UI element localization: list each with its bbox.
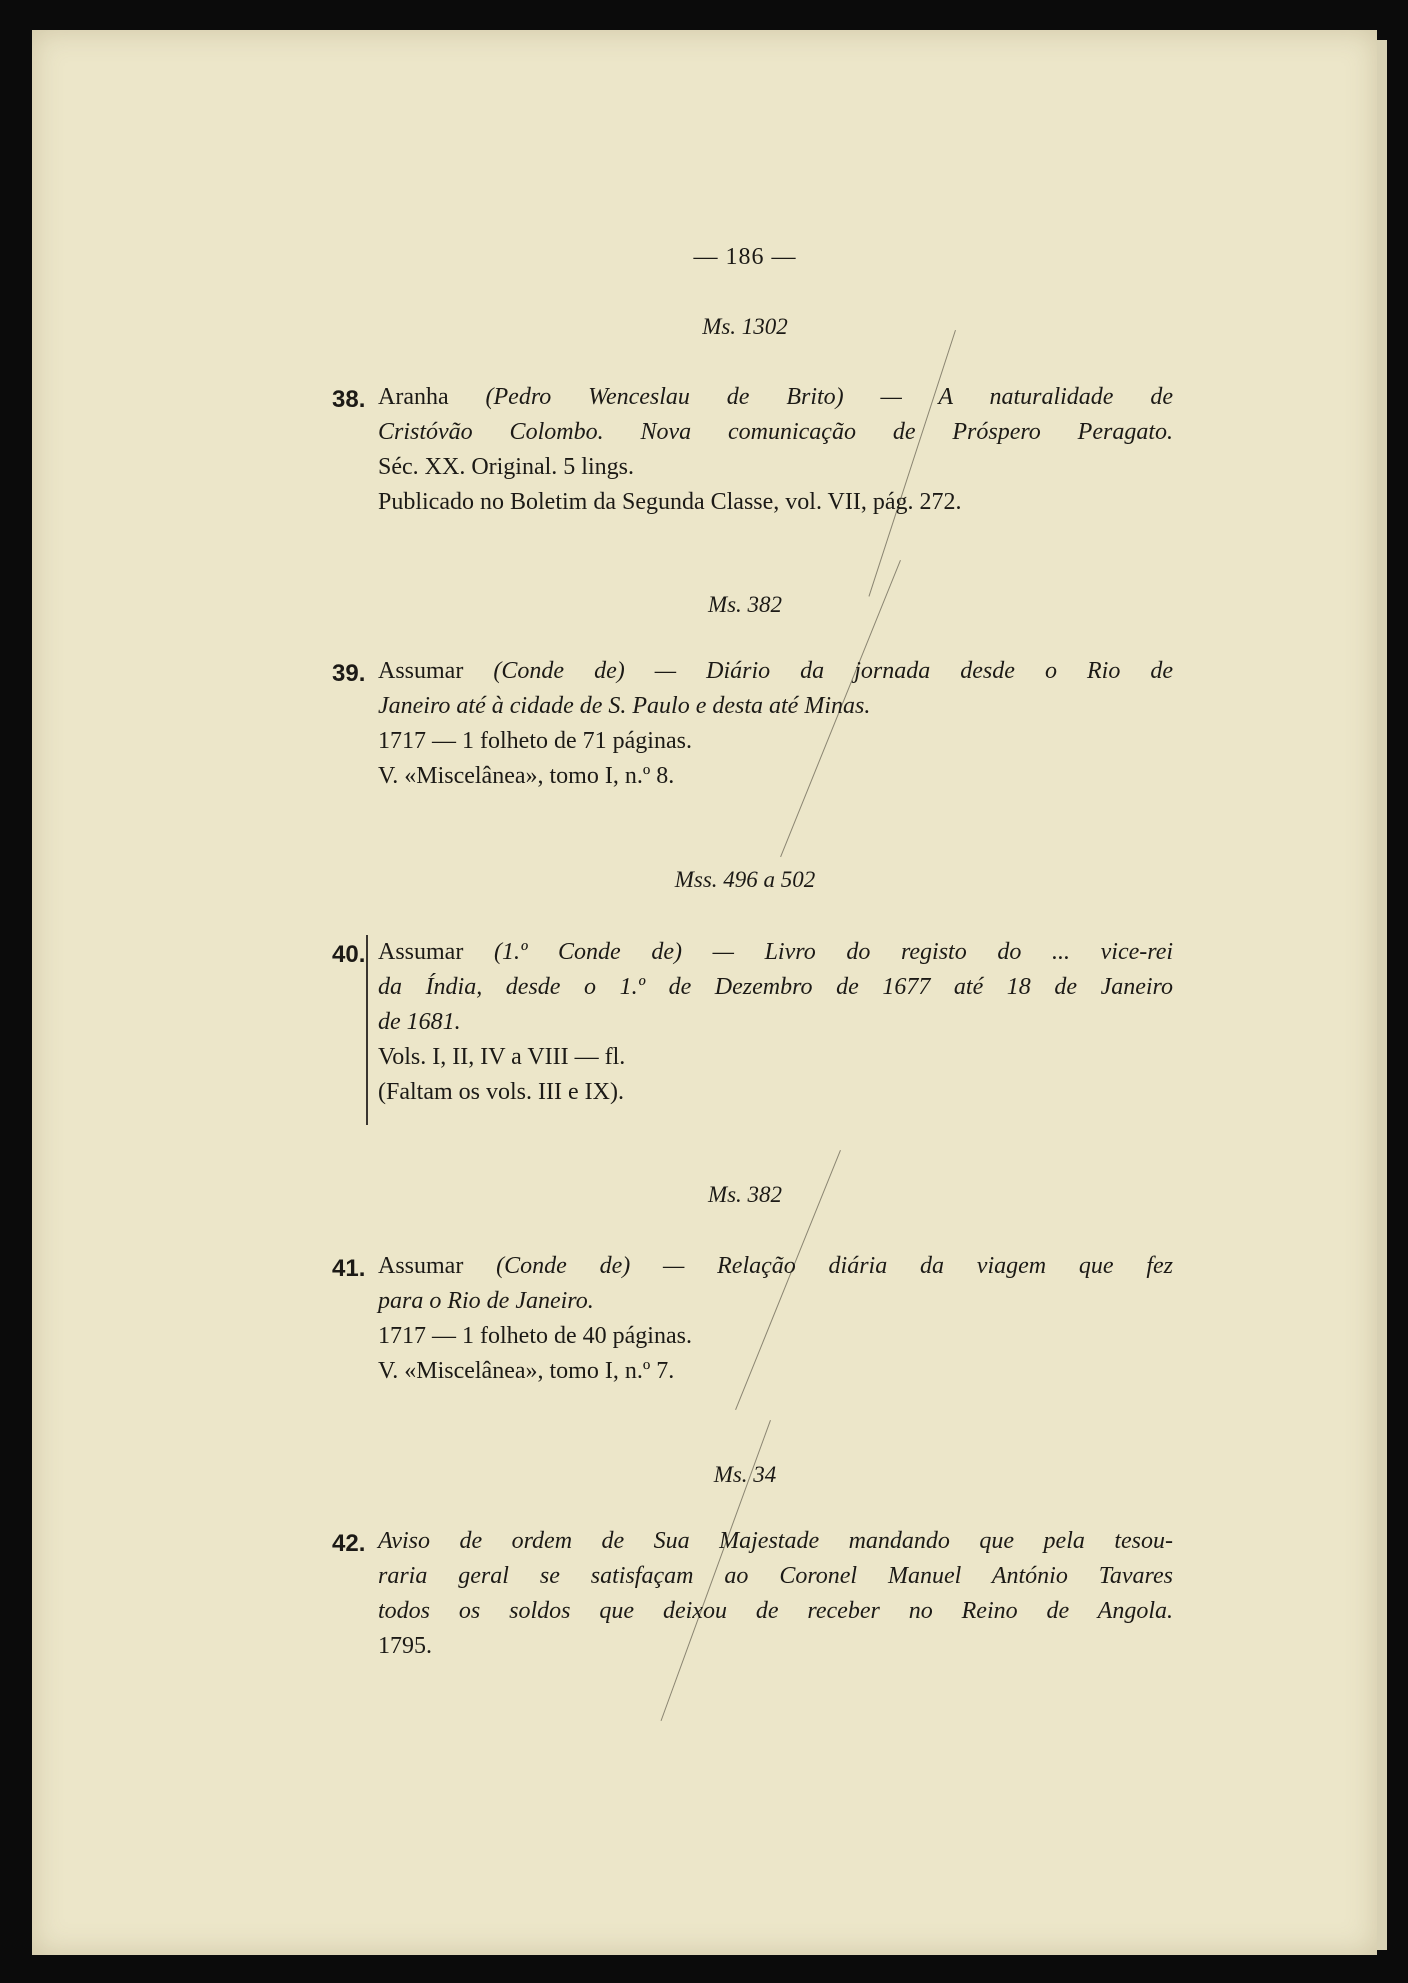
ms-heading: Ms. 382	[707, 592, 783, 617]
entry-line: da Índia, desde o 1.º de Dezembro de 1677 até 18 de Janeiro	[378, 974, 1173, 1000]
entry-author: Aranha	[378, 384, 486, 410]
margin-mark	[366, 935, 368, 1125]
entry-line: Aviso de ordem de Sua Majestade mandando que pela tesou-	[378, 1528, 1173, 1554]
entry-line: V. «Miscelânea», tomo I, n.º 7.	[378, 1358, 675, 1384]
entry-line: Vols. I, II, IV a VIII — fl.	[378, 1044, 626, 1070]
entry-line: V. «Miscelânea», tomo I, n.º 8.	[378, 763, 675, 789]
entry-number: 39.	[332, 660, 366, 687]
entry-line	[378, 1249, 1173, 1284]
entry-title: (Pedro Wenceslau de Brito) — A naturalidade de	[485, 384, 1173, 410]
entry-line: todos os soldos que deixou de receber no Reino de Angola.	[378, 1598, 1173, 1624]
entry-title: (1.º Conde de) — Livro do registo do ... vice-rei	[493, 939, 1174, 965]
entry-author: Assumar	[378, 658, 494, 684]
entry-author: Assumar	[378, 939, 494, 965]
entry-title: (Conde de) — Relação diária da viagem que fez	[496, 1253, 1174, 1279]
entry-line	[378, 380, 1173, 415]
catalog-entry	[332, 380, 1173, 520]
entry-line: Cristóvão Colombo. Nova comunicação de Próspero Peragato.	[378, 419, 1173, 445]
entry-line: 1717 — 1 folheto de 71 páginas.	[378, 728, 692, 754]
entry-number: 40.	[332, 941, 366, 968]
entry-number: 38.	[332, 386, 366, 413]
entry-line: Publicado no Boletim da Segunda Classe, vol. VII, pág. 272.	[378, 489, 962, 515]
page-number: — 186 —	[693, 244, 797, 270]
entry-line	[378, 654, 1173, 689]
entry-number: 42.	[332, 1530, 366, 1557]
entry-line: Séc. XX. Original. 5 lings.	[378, 454, 634, 480]
entry-line: para o Rio de Janeiro.	[378, 1288, 594, 1314]
entry-line: Janeiro até à cidade de S. Paulo e desta até Minas.	[378, 693, 871, 719]
entry-line: 1795.	[378, 1633, 432, 1659]
ms-heading: Mss. 496 a 502	[674, 867, 816, 892]
entry-number: 41.	[332, 1255, 366, 1282]
catalog-entry	[332, 1249, 1174, 1389]
entry-author: Assumar	[378, 1253, 497, 1279]
entry-line: 1717 — 1 folheto de 40 páginas.	[378, 1323, 692, 1349]
entry-line: raria geral se satisfaçam ao Coronel Manuel António Tavares	[378, 1563, 1173, 1589]
catalog-entry	[332, 654, 1174, 794]
entry-line: de 1681.	[378, 1009, 461, 1035]
catalog-entry	[332, 1524, 1173, 1664]
ms-heading: Ms. 34	[713, 1462, 777, 1487]
catalog-entry	[332, 935, 1174, 1110]
ms-heading: Ms. 1302	[702, 314, 788, 339]
entry-title: (Conde de) — Diário da jornada desde o Rio de	[493, 658, 1174, 684]
ms-heading: Ms. 382	[707, 1182, 783, 1207]
entry-line	[378, 935, 1173, 970]
entry-line: (Faltam os vols. III e IX).	[378, 1079, 624, 1105]
